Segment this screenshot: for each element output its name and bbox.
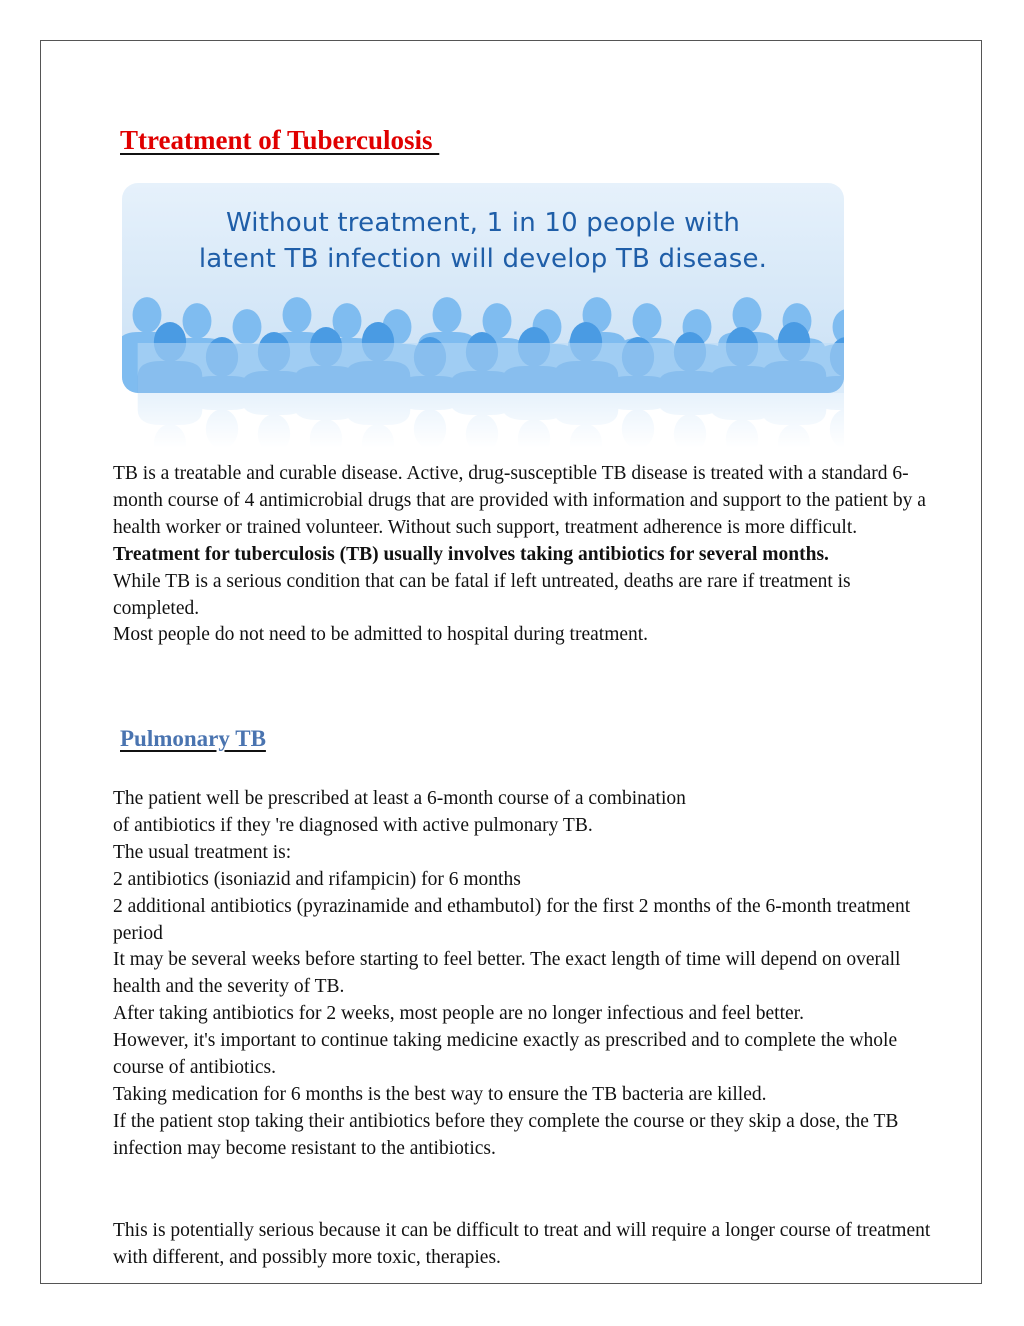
closing-paragraph: This is potentially serious because it can be difficult to treat and will require a longer course of treatment with different, and possibly more toxic, therapies.: [113, 1220, 931, 1268]
intro-paragraph: TB is a treatable and curable disease. Active, drug-susceptible TB disease is treated with a standard 6-month course of 4 antimicrobial drugs that are provided with information and support to the patient by a health worker or trained volunteer. Without such support, treatment adherence is more difficult.: [113, 463, 926, 538]
person-head: [733, 297, 762, 333]
intro-section: [113, 461, 933, 649]
person-head: [233, 309, 262, 345]
person-head: [133, 297, 162, 333]
banner-headline: [122, 205, 844, 277]
page-title: Ttreatment of Tuberculosis: [120, 125, 440, 155]
pulmonary-paragraph: However, it's important to continue taking medicine exactly as prescribed and to complete the whole course of antibiotics.: [113, 1030, 898, 1079]
pulmonary-paragraph: 2 additional antibiotics (pyrazinamide and ethambutol) for the first 2 months of the 6-month treatment period: [113, 895, 911, 944]
pulmonary-paragraph: If the patient stop taking their antibiotics before they complete the course or they skip a dose, the TB infection may become resistant to the antibiotics.: [113, 1110, 899, 1159]
pulmonary-section: [113, 786, 933, 1163]
person-head: [433, 297, 462, 333]
person-head: [633, 303, 662, 339]
pulmonary-paragraph: The patient well be prescribed at least a 6-month course of a combination: [113, 788, 686, 809]
pulmonary-paragraph: It may be several weeks before starting to feel better. The exact length of time will depend on overall health and the severity of TB.: [113, 949, 901, 998]
person-head: [283, 297, 312, 333]
pulmonary-paragraph: The usual treatment is:: [113, 841, 292, 863]
pulmonary-paragraph: Taking medication for 6 months is the best way to ensure the TB bacteria are killed.: [113, 1083, 767, 1105]
closing-section: [113, 1218, 933, 1272]
intro-paragraph: Most people do not need to be admitted to hospital during treatment.: [113, 624, 649, 646]
pulmonary-paragraph: After taking antibiotics for 2 weeks, most people are no longer infectious and feel better.: [113, 1003, 804, 1025]
banner-headline-line2: latent TB infection will develop TB disease.: [198, 244, 768, 274]
pulmonary-paragraph: of antibiotics if they 're diagnosed with active pulmonary TB.: [113, 814, 593, 836]
banner-headline-line1: Without treatment, 1 in 10 people with: [225, 208, 741, 238]
intro-paragraph-bold: Treatment for tuberculosis (TB) usually involves taking antibiotics for several months.: [113, 543, 829, 565]
intro-paragraph: While TB is a serious condition that can be fatal if left untreated, deaths are rare if treatment is completed.: [113, 570, 851, 619]
section-heading-pulmonary-tb: Pulmonary TB: [120, 726, 266, 751]
person-head: [183, 303, 212, 339]
pulmonary-paragraph: 2 antibiotics (isoniazid and rifampicin) for 6 months: [113, 868, 521, 890]
tb-banner: [122, 183, 844, 448]
